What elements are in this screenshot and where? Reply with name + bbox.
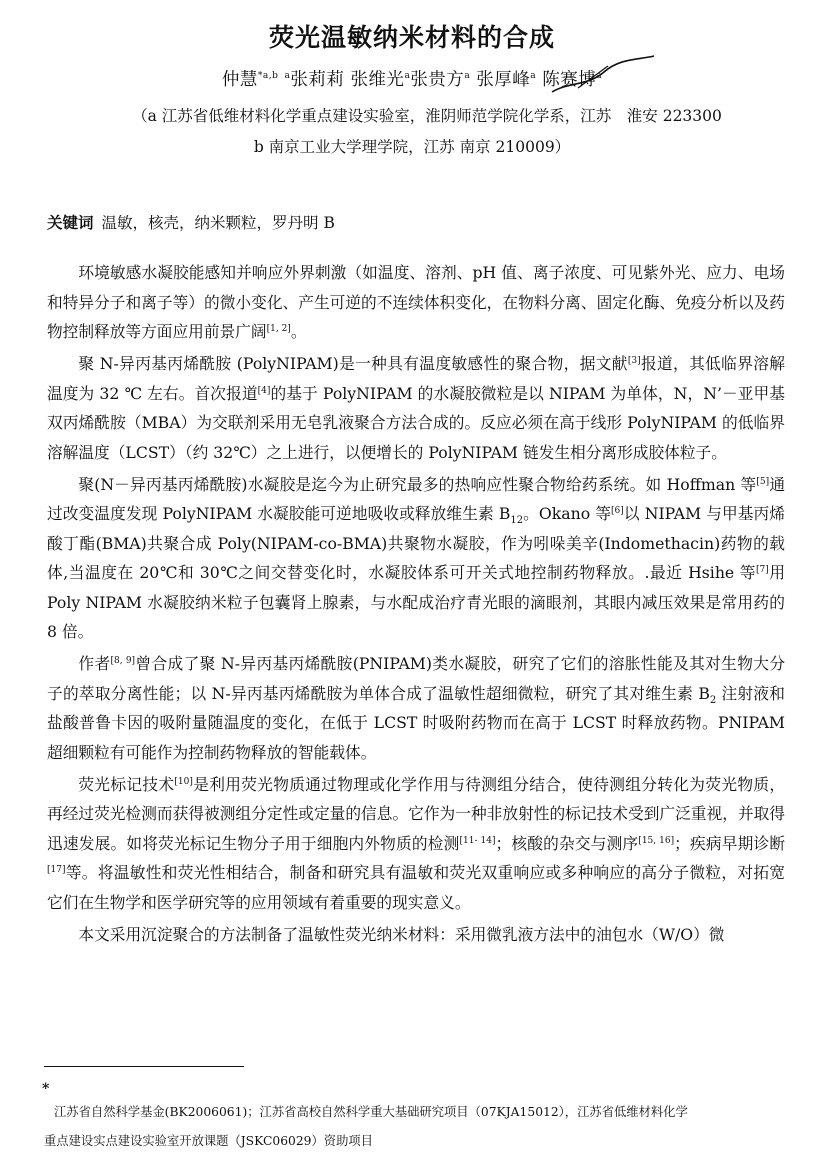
citation-ref: [11- 14] xyxy=(459,835,496,846)
text-run: 。Okano 等 xyxy=(523,504,612,523)
text-run: ；核酸的杂交与测序 xyxy=(495,833,639,853)
keywords-line xyxy=(47,211,335,233)
author-affiliation-mark: a xyxy=(404,71,411,82)
paragraph-1 xyxy=(47,258,785,347)
text-run: 。 xyxy=(290,322,307,341)
paper-title: 荧光温敏纳米材料的合成 xyxy=(268,23,555,52)
author-name: 仲慧 xyxy=(221,70,258,90)
citation-ref: [15, 16] xyxy=(638,835,675,846)
subscript: 12 xyxy=(510,515,524,527)
text-run: 是利用荧光物质通过物理或化学作用与待测组分结合，使待测组分转化为荧光物质，再经过荧光检测而获得被测组分定性或定量的信息。它作为一种非放射性的标记技术受到广泛重视，并取得迅速发展。如将荧光标记生物分子用于细胞内外物质的检测 xyxy=(47,774,786,853)
citation-ref: [4] xyxy=(257,385,271,396)
text-run: 通过改变温度发现 PolyNIPAM 水凝胶能可逆地吸收或释放维生素 B xyxy=(47,474,786,523)
paragraph-2 xyxy=(47,349,785,467)
author-name: 张贵方 xyxy=(410,70,465,90)
handwritten-signature-mark xyxy=(548,52,658,98)
paragraph-5 xyxy=(47,770,785,918)
text-run: 等。将温敏性和荧光性相结合，制备和研究具有温敏和荧光双重响应或多种响应的高分子微粒，对拓宽它们在生物学和医学研究等的应用领域有着重要的现实意义。 xyxy=(47,863,785,912)
citation-ref: [7] xyxy=(756,564,769,575)
author-affiliation-mark: a xyxy=(464,71,471,82)
footnote-line-2: 重点建设实点建设实验室开放课题（JSKC06029）资助项目 xyxy=(44,1134,373,1148)
citation-ref: [8, 9] xyxy=(110,655,136,666)
citation-ref: [6] xyxy=(611,505,624,516)
citation-ref: [1, 2] xyxy=(266,323,291,334)
text-run: 环境敏感水凝胶能感知并响应外界刺激（如温度、溶剂、pH 值、离子浓度、可见紫外光、应力、电场和特异分子和离子等）的微小变化、产生可逆的不连续体积变化，在物料分离、固定化酶、免疫分析以及药物控制释放等方面应用前景广阔 xyxy=(47,263,785,341)
footnote xyxy=(44,1098,786,1156)
footnote-line-1: 江苏省自然科学基金(BK2006061)；江苏省高校自然科学重大基础研究项目（07KJA15012），江苏省低维材料化学 xyxy=(54,1105,688,1119)
text-run: 以 NIPAM 与甲基丙烯酸丁酯(BMA)共聚合成 Poly(NIPAM-co-BMA)共聚物水凝胶，作为吲哚美辛(Indomethacin)药物的载体,当温度在 20℃和 30℃之间交替变化时，水凝胶体系可开关式地控制药物释放。.最近 Hsihe 等 xyxy=(47,504,785,582)
footnote-divider xyxy=(44,1066,244,1067)
keywords-text: 温敏，核壳，纳米颗粒，罗丹明 B xyxy=(101,214,335,232)
citation-ref: [5] xyxy=(756,476,770,487)
text-run: 用 Poly NIPAM 水凝胶纳米粒子包囊肾上腺素，与水配成治疗青光眼的滴眼剂，其眼内减压效果是常用药的 8 倍。 xyxy=(47,563,786,641)
text-run: 曾合成了聚 N-异丙基丙烯酰胺(PNIPAM)类水凝胶，研究了它们的溶胀性能及其对生物大分子的萃取分离性能；以 N-异丙基丙烯酰胺为单体合成了温敏性超细微粒，研究了其对维生素 B xyxy=(47,654,786,703)
author-affiliation-mark: a xyxy=(596,71,603,82)
affiliation-a: （a 江苏省低维材料化学重点建设实验室，淮阴师范学院化学系，江苏 淮安 223300 xyxy=(132,107,722,125)
text-run: 聚(N－异丙基丙烯酰胺)水凝胶是迄今为止研究最多的热响应性聚合物给药系统。如 Hoffman 等 xyxy=(78,474,757,494)
text-run: ；疾病早期诊断 xyxy=(674,833,786,853)
paragraph-4 xyxy=(47,649,785,767)
author-affiliation-mark: a xyxy=(530,71,537,82)
subscript: 2 xyxy=(709,694,717,706)
text-run: 本文采用沉淀聚合的方法制备了温敏性荧光纳米材料：采用微乳液方法中的油包水（W/O）微 xyxy=(78,924,725,944)
text-run: 报道，其低临界溶解温度为 32 ℃ 左右。首次报道 xyxy=(47,354,785,403)
body-text xyxy=(47,258,785,952)
author-name: 张维光 xyxy=(350,70,405,90)
citation-ref: [17] xyxy=(47,864,66,875)
text-run: 荧光标记技术 xyxy=(78,774,175,794)
author-name: 陈赛博 xyxy=(542,70,597,90)
text-run: 作者 xyxy=(78,654,111,673)
citation-ref: [10] xyxy=(174,776,193,787)
keywords-label: 关键词 xyxy=(47,214,94,232)
text-run: 注射液和盐酸普鲁卡因的吸附量随温度的变化，在低于 LCST 时吸附药物而在高于 LCST 时释放药物。PNIPAM 超细颗粒有可能作为控制药物释放的智能载体。 xyxy=(47,683,785,762)
author-list xyxy=(0,66,824,91)
text-run: 的基于 PolyNIPAM 的水凝胶微粒是以 NIPAM 为单体，N，N’－亚甲基双丙烯酰胺（MBA）为交联剂采用无皂乳液聚合方法合成的。反应必须在高于线形 PolyNIPAM 的低临界溶解温度（LCST）（约 32℃）之上进行，以便增长的 PolyNIPAM 链发生相分离形成胶体粒子。 xyxy=(47,383,785,462)
footnote-mark: * xyxy=(42,1081,50,1097)
author-name: 张莉莉 xyxy=(290,70,345,90)
author-affiliation-mark: a xyxy=(284,71,291,82)
citation-ref: [3] xyxy=(627,355,641,366)
paragraph-6 xyxy=(47,920,785,950)
author-name: 张厚峰 xyxy=(476,70,531,90)
author-affiliation-mark: *a,b xyxy=(257,71,279,82)
text-run: 聚 N-异丙基丙烯酰胺 (PolyNIPAM)是一种具有温度敏感性的聚合物，据文献 xyxy=(78,354,628,373)
paragraph-3 xyxy=(47,470,785,647)
affiliation-b: b 南京工业大学理学院，江苏 南京 210009） xyxy=(253,138,571,156)
